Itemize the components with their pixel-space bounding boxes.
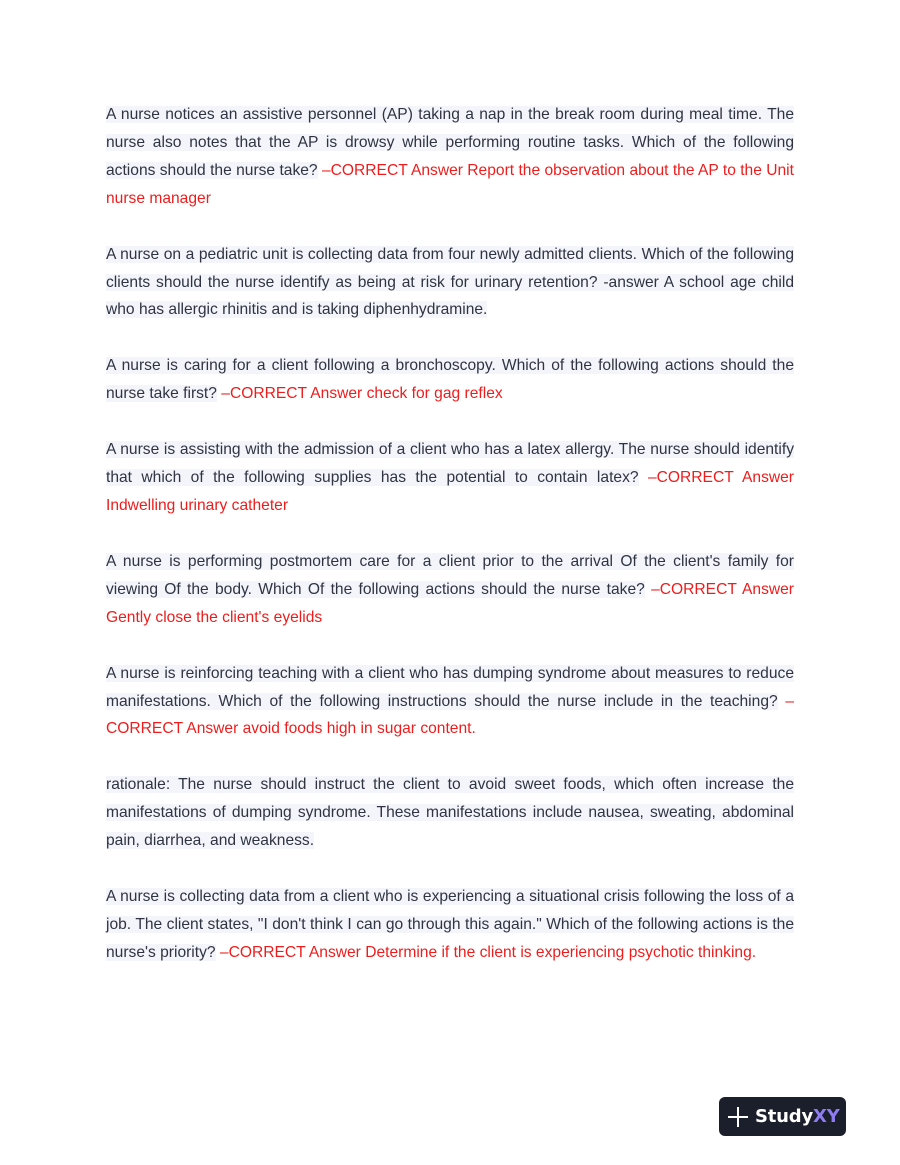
qa-paragraph-5 [106,548,794,632]
question-text: A nurse is assisting with the admission of a client who has a latex allergy. The nurse should identify that which of the following supplies has the potential to contain latex? [106,441,794,487]
question-text: A nurse is performing postmortem care for a client prior to the arrival Of the client's family for viewing Of the body. Which Of the following actions should the nurse take? [106,552,794,598]
plus-icon [727,1106,749,1128]
question-text: A nurse is collecting data from a client who is experiencing a situational crisis following the loss of a job. The client states, "I don't think I can go through this again." Which of the following actions is the nurse's priority? [106,888,794,961]
brand-name [755,1106,840,1127]
rationale-text: rationale: The nurse should instruct the client to avoid sweet foods, which often increase the manifestations of dumping syndrome. These manifestations include nausea, sweating, abdominal pain, diarrhea, and weakness. [106,776,794,850]
qa-paragraph-8 [106,883,794,967]
rationale-paragraph [106,771,794,855]
question-text: A nurse notices an assistive personnel (AP) taking a nap in the break room during meal time. The nurse also notes that the AP is drowsy while performing routine tasks. Which of the following actions should the nurse take? [106,106,794,179]
qa-paragraph-2 [106,241,794,325]
qa-paragraph-6 [106,660,794,744]
answer-text: –CORRECT Answer Gently close the client's eyelids [106,580,794,626]
document-body [106,101,794,995]
brand-name-main: Study [755,1106,814,1127]
answer-text: –CORRECT Answer Indwelling urinary catheter [106,469,794,514]
question-text: A nurse is caring for a client following a bronchoscopy. Which of the following actions should the nurse take first? [106,357,794,403]
studyxy-logo-badge[interactable] [719,1097,846,1136]
qa-paragraph-4 [106,436,794,520]
answer-text: –CORRECT Answer Report the observation about the AP to the Unit nurse manager [106,161,794,207]
answer-text: –CORRECT Answer avoid foods high in sugar content. [106,692,794,738]
answer-text: –CORRECT Answer check for gag reflex [216,385,503,403]
question-text: A nurse on a pediatric unit is collecting data from four newly admitted clients. Which of the following clients should the nurse identify as being at risk for urinary retention? -answer A school age child who has allergic rhinitis and is taking diphenhydramine. [106,245,794,319]
answer-text: –CORRECT Answer Determine if the client is experiencing psychotic thinking. [215,943,757,961]
qa-paragraph-3 [106,352,794,408]
question-text: A nurse is reinforcing teaching with a client who has dumping syndrome about measures to reduce manifestations. Which of the following instructions should the nurse include in the teaching? [106,664,794,710]
qa-paragraph-1 [106,101,794,213]
brand-name-accent: XY [813,1106,840,1127]
